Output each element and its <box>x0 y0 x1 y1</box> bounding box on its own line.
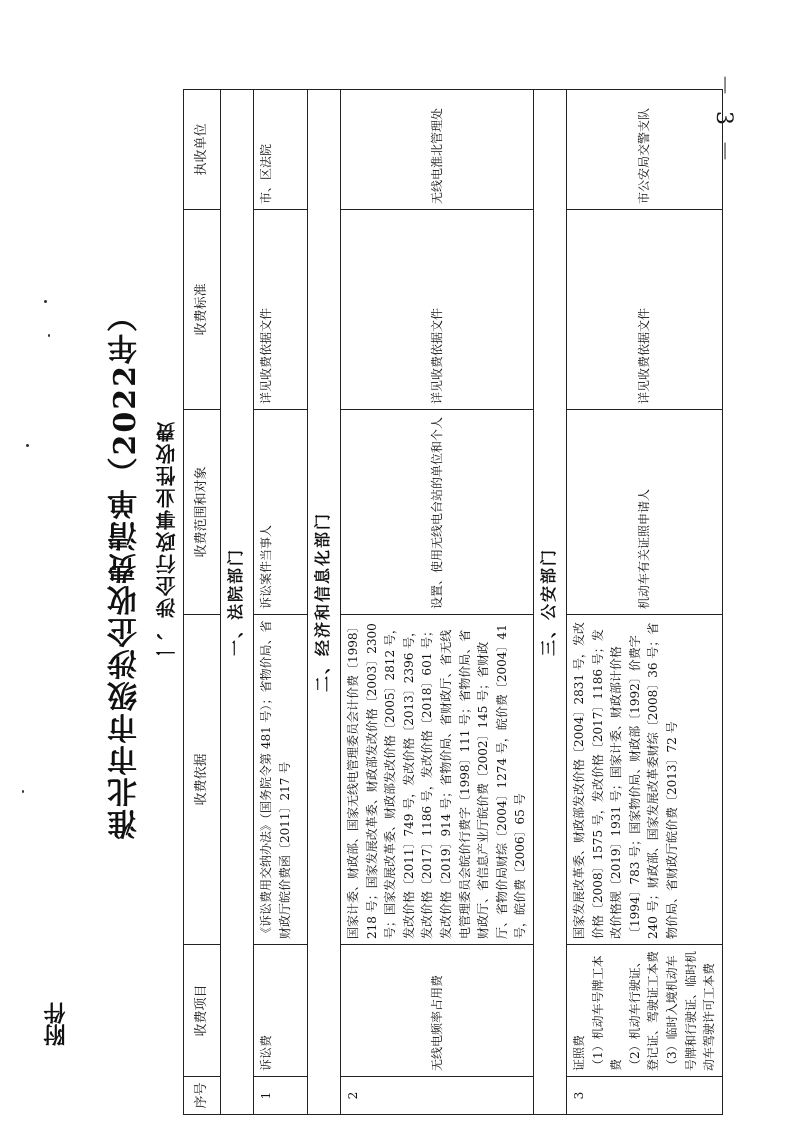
section-title: 二、经济和信息化部门 <box>308 90 341 1115</box>
section-row <box>221 90 254 1115</box>
fee-basis: 国家发展改革委、财政部发改价格〔2004〕2831 号，发改价格〔2008〕1575 号，发改价格〔2017〕1186 号；发改价格规〔2019〕1931 号；国家计委、财政部计价格〔1994〕783 号；国家物价局、财政部〔1992〕价费字 240 号；财政部、国家发展改革委财综〔2008〕36 号；省物价局、省财政厅皖价费〔2013〕72 号 <box>566 615 722 945</box>
fee-table <box>183 89 723 1115</box>
header-fee-item: 收费项目 <box>184 945 221 1077</box>
fee-item-line: （3）临时入境机动车号牌和行驶证、临时机动车驾驶许可工本费 <box>664 950 717 1071</box>
section-row <box>308 90 341 1115</box>
fee-item-line: 证照费 <box>571 1034 586 1071</box>
annex-label: 附件 <box>43 1002 69 1046</box>
fee-item <box>566 945 722 1077</box>
scan-speck <box>22 790 24 793</box>
document-title: 淮北市市级涉企收费清单（2022年） <box>108 300 143 840</box>
fee-scope: 设置、使用无线电台站的单位和个人 <box>341 410 534 615</box>
header-collecting-unit: 执收单位 <box>184 90 221 210</box>
fee-item-line: （2）机动车行驶证、登记证、驾驶证工本费 <box>627 950 661 1071</box>
row-number: 1 <box>254 1077 308 1115</box>
header-number: 序号 <box>184 1077 221 1115</box>
fee-standard: 详见收费依据文件 <box>341 210 534 410</box>
header-fee-standard: 收费标准 <box>184 210 221 410</box>
scan-speck <box>48 334 50 337</box>
table-row <box>341 90 534 1115</box>
fee-table-rotated <box>183 90 717 1115</box>
table-row <box>254 90 308 1115</box>
fee-item: 诉讼费 <box>254 945 308 1077</box>
row-number: 3 <box>566 1077 722 1115</box>
document-subtitle: 一、涉企行政事业性收费 <box>155 420 179 662</box>
header-fee-scope: 收费范围和对象 <box>184 410 221 615</box>
scan-speck <box>26 444 29 447</box>
section-row <box>533 90 566 1115</box>
fee-scope: 诉讼案件当事人 <box>254 410 308 615</box>
header-fee-basis: 收费依据 <box>184 615 221 945</box>
section-title: 一、法院部门 <box>221 90 254 1115</box>
collecting-unit: 无线电淮北管理处 <box>341 90 534 210</box>
collecting-unit: 市公安局交警支队 <box>566 90 722 210</box>
fee-basis: 国家计委、财政部、国家无线电管理委员会计价费〔1998〕218 号；国家发展改革委、财政部发改价格〔2003〕2300 号；国家发展改革委、财政部发改价格〔2005〕2812 号，发改价格〔2011〕749 号，发改价格〔2013〕2396 号，发改价格〔2017〕1186 号，发改价格〔2018〕601 号；发改价格〔2019〕914 号；省物价局、省财政厅、省无线电管理委员会皖价行费字〔1998〕111 号；省物价局、省财政厅、省信息产业厅皖价费〔2002〕145 号；省财政厅、省物价局财综〔2004〕1274 号，皖价费〔2004〕41 号，皖价费〔2006〕65 号 <box>341 615 534 945</box>
fee-standard: 详见收费依据文件 <box>566 210 722 410</box>
scan-speck <box>44 300 47 303</box>
page-number: － 3 － <box>711 74 736 166</box>
table-row <box>566 90 722 1115</box>
row-number: 2 <box>341 1077 534 1115</box>
fee-item-line: （1）机动车号牌工本费 <box>590 955 624 1071</box>
fee-scope: 机动车有关证照申请人 <box>566 410 722 615</box>
table-header-row <box>184 90 221 1115</box>
section-title: 三、公安部门 <box>533 90 566 1115</box>
fee-item: 无线电频率占用费 <box>341 945 534 1077</box>
fee-standard: 详见收费依据文件 <box>254 210 308 410</box>
collecting-unit: 市、区法院 <box>254 90 308 210</box>
fee-basis: 《诉讼费用交纳办法》（国务院令第 481 号）；省物价局、省财政厅皖价费函〔2011〕217 号 <box>254 615 308 945</box>
